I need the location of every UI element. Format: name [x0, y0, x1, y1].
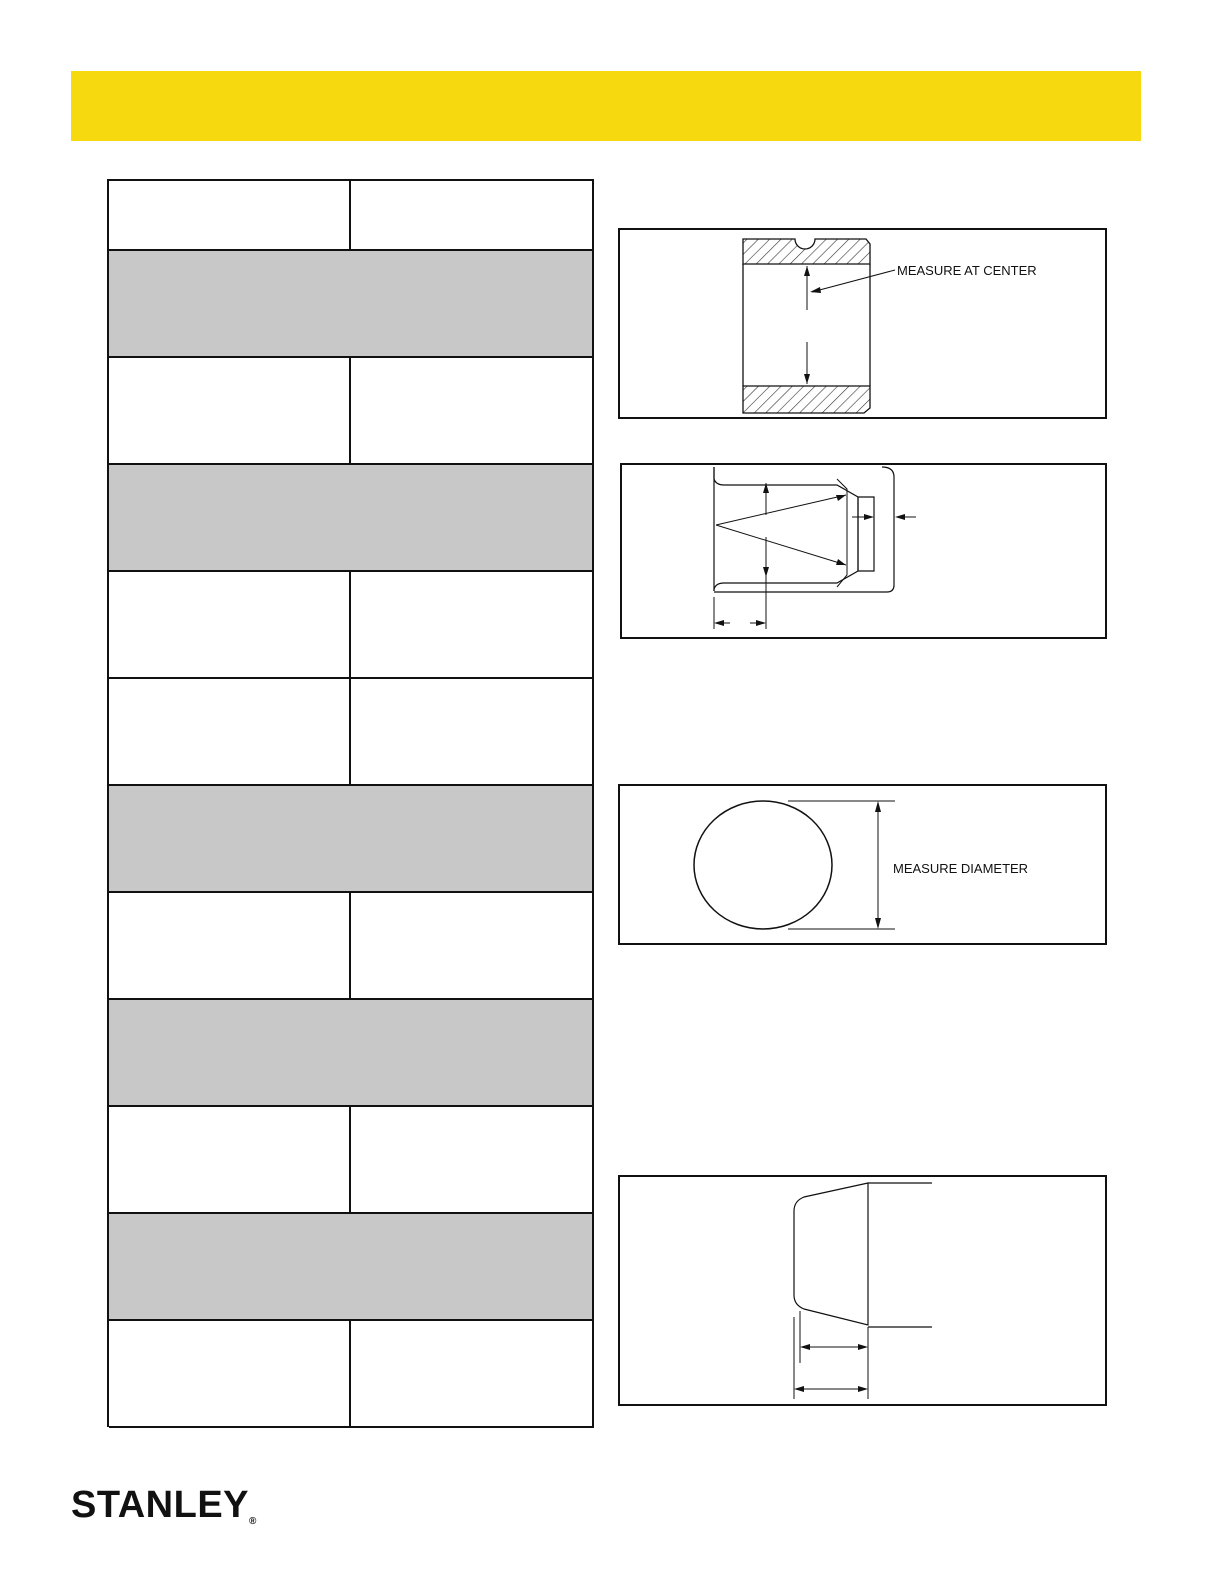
table-row — [109, 1214, 594, 1321]
table-section-header — [109, 465, 592, 570]
brand-text: STANLEY — [71, 1484, 250, 1526]
taper-profile-drawing — [620, 1177, 1109, 1408]
table-row — [109, 465, 594, 572]
table-row — [109, 893, 594, 1000]
table-cell-label — [109, 358, 351, 463]
table-row — [109, 358, 594, 465]
table-cell-label — [109, 572, 351, 677]
table-cell-value — [351, 893, 592, 998]
table-row — [109, 181, 594, 251]
measure-diameter-label: MEASURE DIAMETER — [893, 861, 1029, 876]
cutter-profile-drawing — [622, 465, 1109, 641]
table-section-header — [109, 1214, 592, 1319]
table-cell-label — [109, 893, 351, 998]
header-banner — [71, 71, 1141, 141]
table-cell-value — [351, 1107, 592, 1212]
table-row — [109, 1107, 594, 1214]
table-cell-value — [351, 572, 592, 677]
table-row — [109, 572, 594, 679]
table-row — [109, 786, 594, 893]
measure-at-center-label: MEASURE AT CENTER — [897, 263, 1037, 278]
stanley-logo — [71, 1484, 257, 1527]
table-row — [109, 1321, 594, 1428]
table-cell-value — [351, 1321, 592, 1426]
table-section-header — [109, 786, 592, 891]
specification-table — [107, 179, 594, 1427]
table-cell-value — [351, 181, 592, 249]
table-cell-value — [351, 358, 592, 463]
table-cell-label — [109, 679, 351, 784]
figure-measure-at-center — [618, 228, 1107, 419]
table-row — [109, 679, 594, 786]
diameter-drawing — [620, 786, 1109, 947]
bushing-section-drawing — [620, 230, 1109, 421]
table-row — [109, 1000, 594, 1107]
table-cell-label — [109, 181, 351, 249]
table-cell-value — [351, 679, 592, 784]
figure-taper-profile — [618, 1175, 1107, 1406]
figure-measure-diameter — [618, 784, 1107, 945]
registered-mark: ® — [249, 1516, 257, 1527]
table-cell-label — [109, 1321, 351, 1426]
table-section-header — [109, 251, 592, 356]
table-cell-label — [109, 1107, 351, 1212]
figure-cutter-profile — [620, 463, 1107, 639]
table-row — [109, 251, 594, 358]
table-section-header — [109, 1000, 592, 1105]
